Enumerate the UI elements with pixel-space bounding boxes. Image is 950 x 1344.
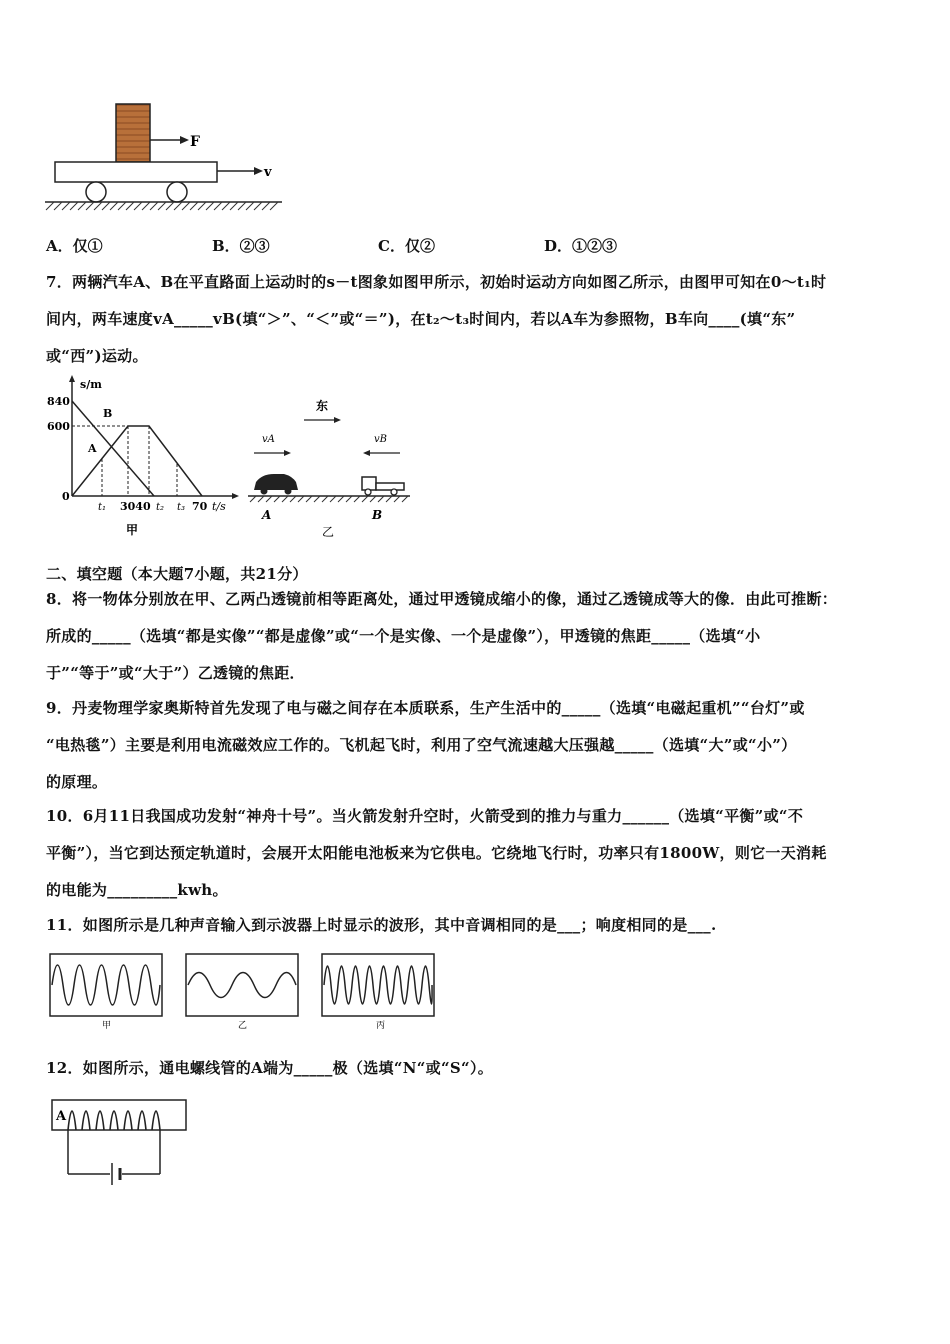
cart-wheel-left (86, 182, 106, 202)
direction-label: 东 (316, 399, 329, 413)
x-tick-t3: t₃ (177, 502, 186, 513)
section-2-heading: 二、填空题（本大题7小题，共21分） (46, 565, 308, 583)
waveform-bing (322, 954, 434, 1031)
solenoid-core (52, 1100, 186, 1130)
x-tick-t1: t₁ (98, 502, 107, 513)
q7-car-scene (244, 390, 416, 542)
y-tick-600: 600 (47, 420, 70, 433)
scene-caption: 乙 (322, 525, 335, 539)
q7-line-2: 间内，两车速度vA_____vB(填“＞”、“＜”或“＝”)，在t₂～t₃时间内，若以A车为参照物，B车向____(填“东” (46, 310, 796, 328)
car-a-label: A (262, 508, 272, 522)
q6-option-d: D．①②③ (544, 237, 618, 255)
q6-option-b: B．②③ (212, 237, 270, 255)
q7-st-graph (44, 372, 244, 540)
velocity-label: v (264, 165, 272, 180)
q9-line-3: 的原理。 (46, 773, 108, 791)
q10-line-1: 10．6月11日我国成功发射“神舟十号”。当火箭发射升空时，火箭受到的推力与重力______（选填“平衡”或“不 (46, 807, 804, 825)
cart-body (55, 162, 217, 182)
battery-symbol (112, 1163, 120, 1185)
wooden-block (116, 104, 150, 162)
waveform-jia (50, 954, 162, 1031)
velocity-b-label: vB (374, 434, 387, 445)
line-a-label: A (88, 442, 97, 455)
q12-line-1: 12．如图所示，通电螺线管的A端为_____极（选填“N“或“S“）。 (46, 1059, 494, 1077)
x-tick-t2: t₂ (156, 502, 165, 513)
velocity-a-label: vA (262, 434, 275, 445)
q6-option-c: C．仅② (378, 237, 435, 255)
car-b-label: B (372, 508, 383, 522)
q10-line-2: 平衡”），当它到达预定轨道时，会展开太阳能电池板来为它供电。它绕地飞行时，功率只有1800W，则它一天消耗 (46, 844, 827, 862)
q8-line-3: 于”“等于”或“大于”）乙透镜的焦距． (46, 664, 305, 682)
waveform-bing-label: 丙 (376, 1021, 386, 1031)
x-tick-70: 70 (192, 500, 208, 513)
q8-line-1: 8．将一物体分别放在甲、乙两凸透镜前相等距离处，通过甲透镜成缩小的像，通过乙透镜成等大的像．由此可推断： (46, 590, 838, 608)
x-tick-3040: 3040 (120, 500, 151, 513)
q6-figure-block-on-cart (40, 96, 290, 218)
line-a (72, 426, 202, 496)
y-tick-840: 840 (47, 395, 70, 408)
waveform-jia-label: 甲 (102, 1021, 112, 1031)
q10-line-3: 的电能为_________kwh。 (46, 881, 228, 899)
car-a (254, 474, 298, 495)
q11-waveforms (48, 950, 440, 1034)
q7-line-1: 7．两辆汽车A、B在平直路面上运动时的s－t图象如图甲所示，初始时运动方向如图乙所示，由图甲可知在0～t₁时 (46, 273, 827, 291)
car-b (362, 477, 404, 495)
y-axis-label: s/m (80, 378, 102, 391)
cart-wheel-right (167, 182, 187, 202)
graph-caption: 甲 (126, 523, 139, 537)
waveform-yi-label: 乙 (238, 1021, 248, 1031)
line-b-label: B (103, 407, 113, 420)
x-axis-label: t/s (212, 500, 226, 513)
q12-solenoid-circuit (46, 1088, 196, 1194)
q8-line-2: 所成的_____（选填“都是实像”“都是虚像”或“一个是实像、一个是虚像”），甲透镜的焦距_____（选填“小 (46, 627, 761, 645)
solenoid-end-label: A (56, 1109, 67, 1124)
q9-line-1: 9．丹麦物理学家奥斯特首先发现了电与磁之间存在本质联系，生产生活中的_____（选填“电磁起重机”“台灯”或 (46, 699, 805, 717)
q9-line-2: “电热毯”）主要是利用电流磁效应工作的。飞机起飞时，利用了空气流速越大压强越_____（选填“大”或“小”） (46, 736, 797, 754)
origin-label: 0 (62, 490, 70, 503)
q11-line-1: 11．如图所示是几种声音输入到示波器上时显示的波形，其中音调相同的是___；响度相同的是___. (46, 916, 717, 934)
waveform-yi (186, 954, 298, 1031)
force-label: F (190, 134, 200, 150)
ground-hatching (46, 202, 278, 210)
q7-line-3: 或“西”)运动。 (46, 347, 148, 365)
q6-option-a: A．仅① (46, 237, 103, 255)
